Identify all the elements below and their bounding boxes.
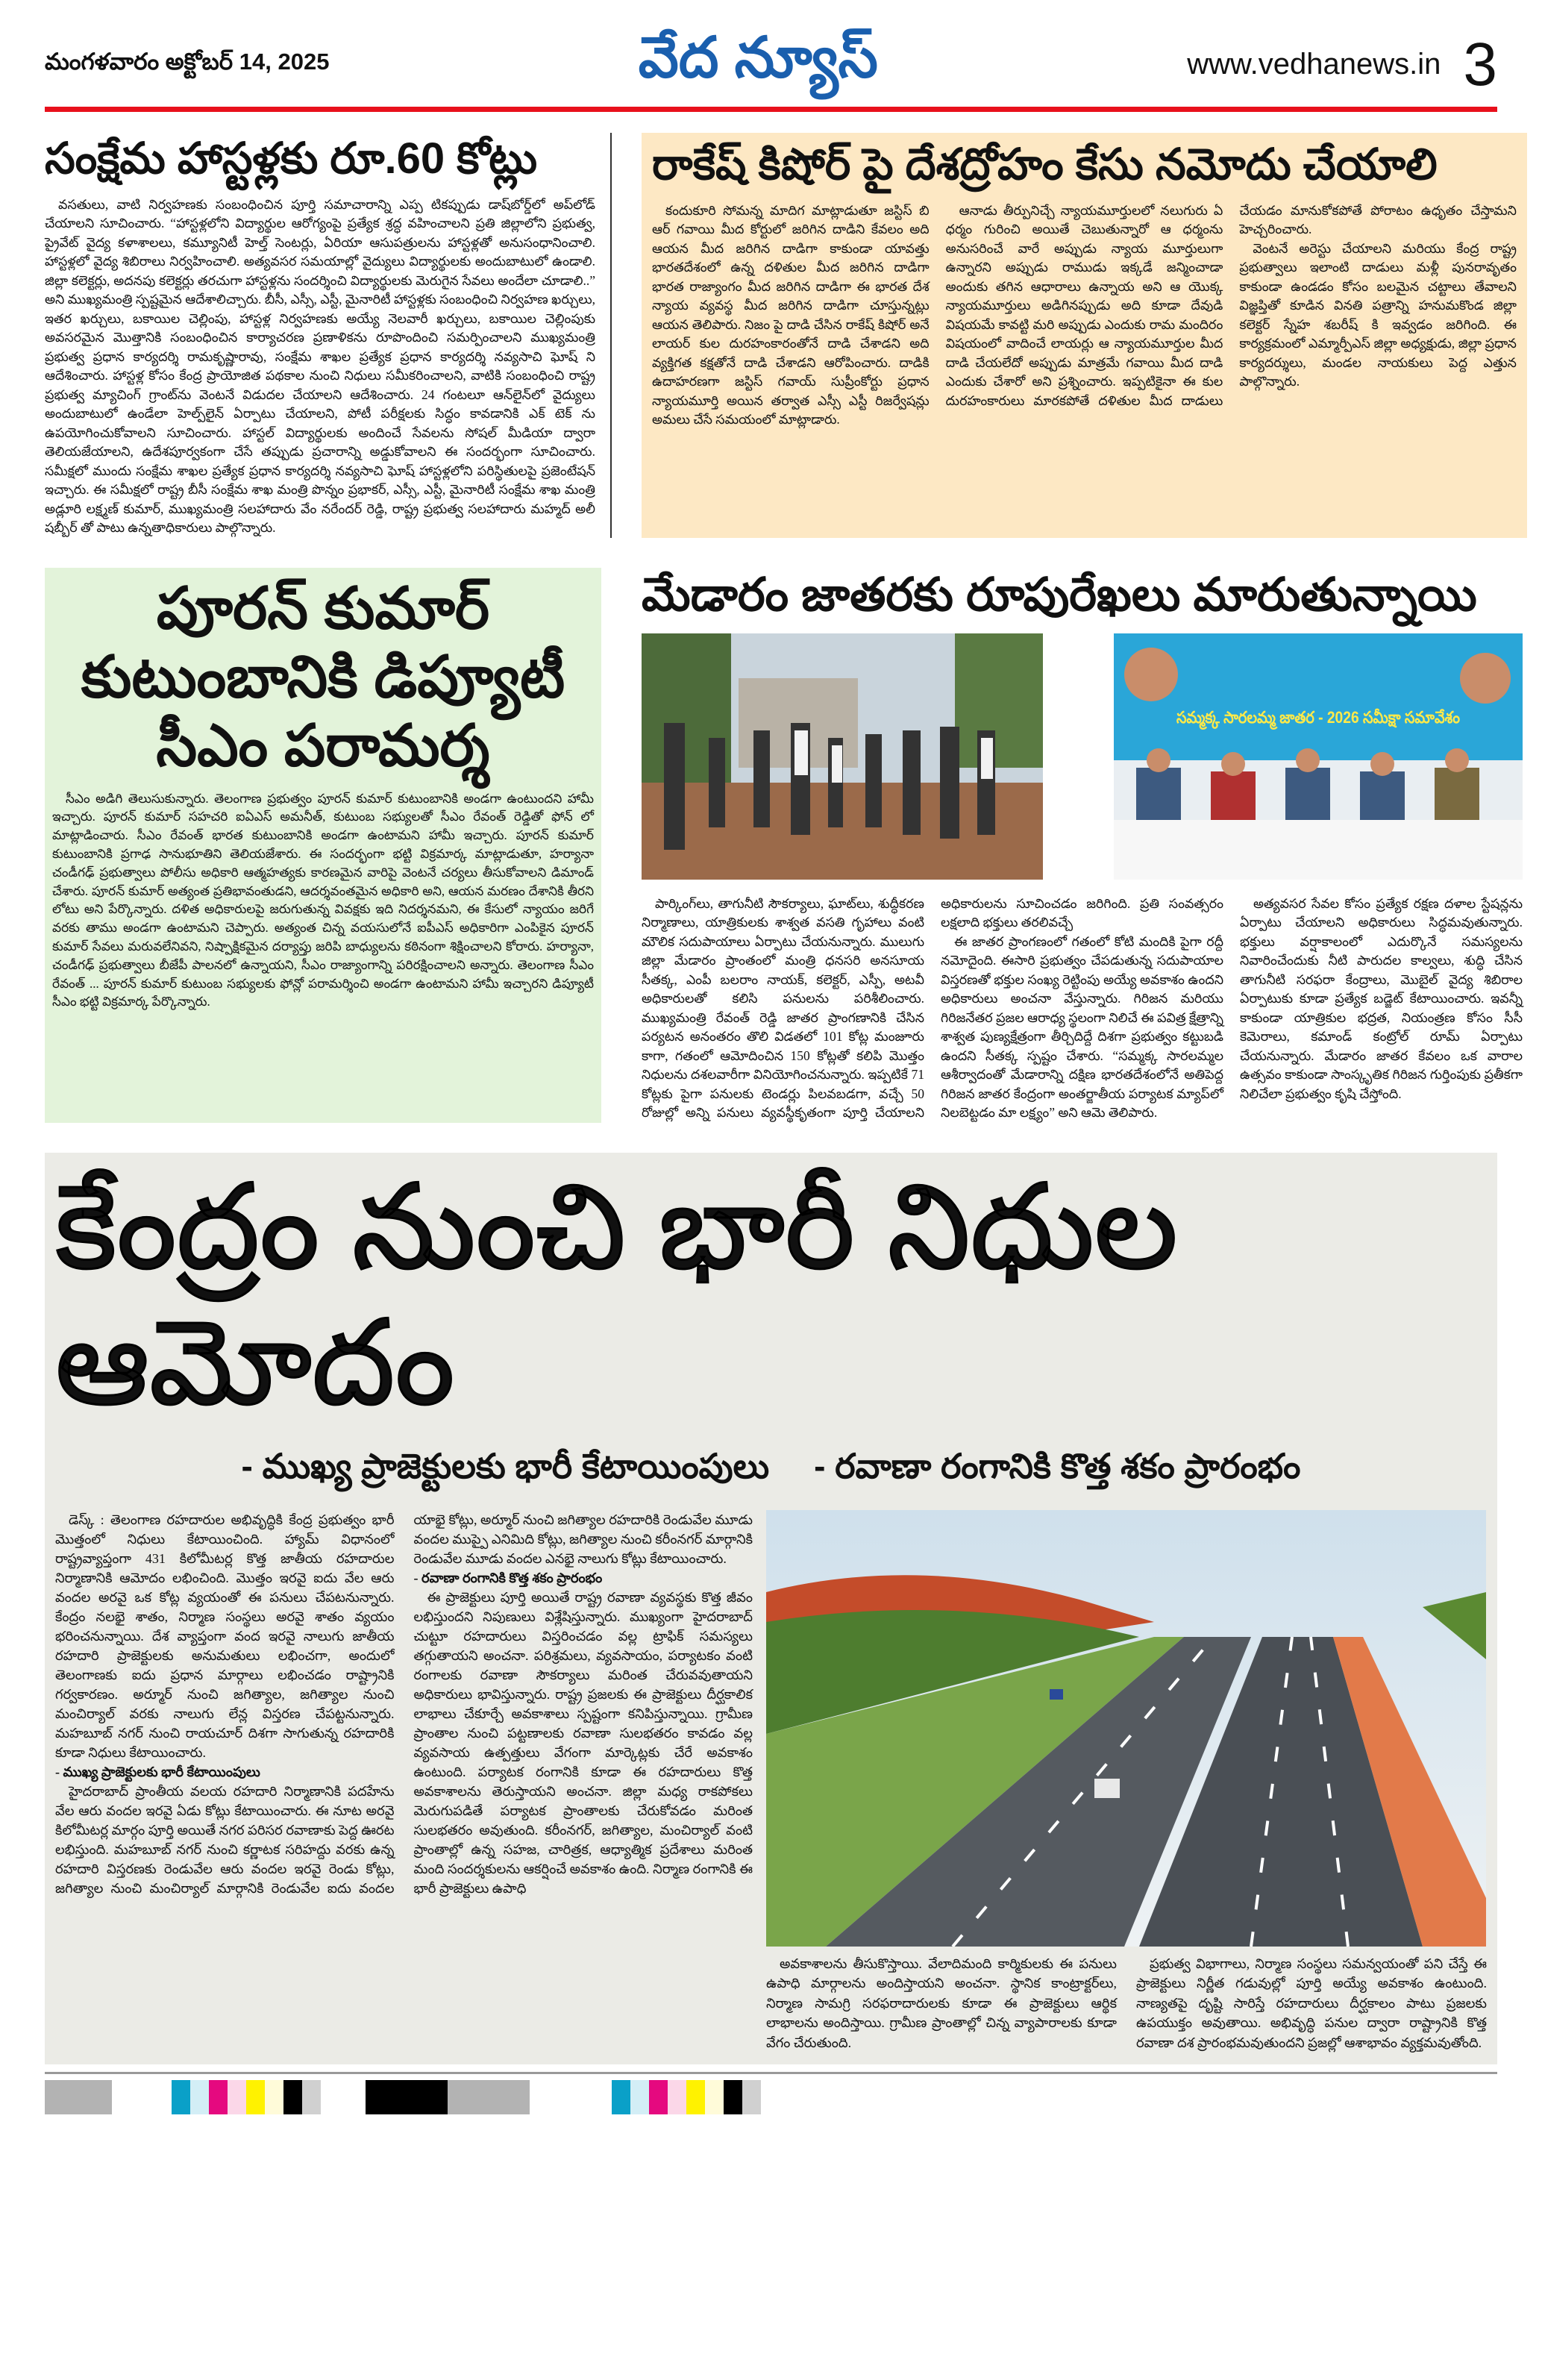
color-swatch [742,2080,761,2114]
paragraph: ఆనాడు తీర్పునిచ్చే న్యాయమూర్తులలో నలుగురు ఏ ధర్మం గురించి అయితే చెబుతున్నారో ఆ ధర్మంను అనుసరించే వారే అప్పుడు న్యాయ మూర్తులుగా ఉన్నారని అప్పుడు రాముడు ఇక్కడే జన్మించాడా అందుకు తగిన ఆధారాలు ఉన్నాయ అని ఆ యొక్క న్యాయమూర్తులు అడిగినప్పుడు అది కూడా దేవుడి విషయమే కావట్టి మరి అప్పుడు ఎందుకు రామ మందిరం విషయంలో వాదించే లాయర్లు ఆ న్యాయమూర్తుల మీద దాడి చేయలేదో అప్పుడు మాత్రమే గవాయి మీద దాడి ఎందుకు చేశారో అని ప్రశ్నించారు. ఇప్పటికైనా ఈ కుల దురహంకారులు మారకపోతే దళితుల మీద దాడులు చేయడం మానుకోకపోతే పోరాటం ఉధృతం చేస్తామని హెచ్చరించారు. [945,202,1517,408]
header-rule [45,107,1497,112]
color-swatch [209,2080,228,2114]
color-swatch [649,2080,668,2114]
color-swatch [668,2080,686,2114]
paragraph: వసతులు, వాటి నిర్వహణకు సంబంధించిన పూర్తి సమాచారాన్ని ఎప్ప టికప్పుడు డాష్‌బోర్డ్‌లో అప్‌లోడ్ చేయాలని సూచించారు. “హాస్టళ్లలోని విద్యార్థుల ఆరోగ్యంపై ప్రత్యేక శ్రద్ధ వహించాలని ప్రతి జిల్లాలోని ప్రభుత్వ, ప్రైవేట్ వైద్య కళాశాలలు, కమ్యూనిటీ హెల్త్ సెంటర్లు, ఏరియా ఆసుపత్రులను హాస్టళ్లతో అనుసంధానించాలి. హాస్టళ్లలో వైద్య శిబిరాలు నిర్వహించాలి. అత్యవసర సమయాల్లో వైద్యులు విద్యార్థులకు అందుబాటులో ఉండాలి. జిల్లా కలెక్టర్లు, అదనపు కలెక్టర్లు తరచుగా హాస్టళ్లను సందర్శించి విద్యార్థులకు మెరుగైన సేవలు అందేలా చూడాలి..” అని ముఖ్యమంత్రి స్పష్టమైన ఆదేశాలిచ్చారు. బీసీ, ఎస్సీ, ఎస్టీ, మైనారిటీ హాస్టళ్లకు సంబంధించి నిర్వహణ ఖర్చులు, ఇతర ఖర్చులు, బకాయిల చెల్లింపు, హాస్టళ్ల నిర్వహణకు అయ్యే నెలవారీ ఖర్చులు, బకాయిల చెల్లింపుకు అవసరమైన మొత్తానికి సంబంధించిన కార్యాచరణ ప్రణాళికను రూపొందించి సమర్పించాలని ముఖ్యమంత్రి ప్రభుత్వ ప్రధాన కార్యదర్శి రామకృష్ణారావు, సంక్షేమ శాఖల ప్రత్యేక ప్రధాన కార్యదర్శి నవ్యసాచి ఘోష్ ని ఆదేశించారు. హాస్టళ్ల కోసం కేంద్ర ప్రాయోజిత పథకాల నుంచి నిధులు సమీకరించాలని, వాటికి సంబంధించి రాష్ట్ర ప్రభుత్వ మ్యాచింగ్ గ్రాంట్‌ను వెంటనే విడుదల చేయాలని ఆదేశించారు. 24 గంటలూ ఆన్‌లైన్‌లో వైద్యులు అందుబాటులో ఉండేలా హెల్ప్‌లైన్ ఏర్పాటు చేయాలని, పోటీ పరీక్షలకు సిద్ధం కావడానికి ఎక్ టెక్ ను ఉపయోగించుకోవాలని సూచించారు. హాస్టల్ విద్యార్థులకు అందించే సేవలను సోషల్ మీడియా ద్వారా తెలియజేయాలని, ఉదేశపూర్వకంగా చేసే తప్పుడు ప్రచారాన్ని అడ్డుకోవాలని ఈ సందర్భంగా సూచించారు. సమీక్షలో ముందు సంక్షేమ శాఖల ప్రత్యేక ప్రధాన కార్యదర్శి నవ్యసాచి ఘోష్ హాస్టళ్లలోని పరిస్థితులపై ప్రజెంటేషన్ ఇచ్చారు. ఈ సమీక్షలో రాష్ట్ర బీసీ సంక్షేమ శాఖ మంత్రి పొన్నం ప్రభాకర్, ఎస్సీ, ఎస్టీ, మైనారిటీ సంక్షేమ శాఖ మంత్రి అడ్లూరి లక్ష్మణ్ కుమార్, ముఖ్యమంత్రి సలహాదారు వేం నరేందర్ రెడ్డి, రాష్ట్ర ప్రభుత్వ సలహాదారు మహ్మద్ అలీ షబ్బీర్ తో పాటు ఉన్నతాధికారులు పాల్గొన్నారు. [45,196,595,536]
paragraph: ఈ ప్రాజెక్టులు పూర్తి అయితే రాష్ట్ర రవాణా వ్యవస్థకు కొత్త జీవం లభిస్తుందని నిపుణులు విశ్లేషిస్తున్నారు. ముఖ్యంగా హైదరాబాద్ చుట్టూ రహదారులు విస్తరించడం వల్ల ట్రాఫిక్ సమస్యలు తగ్గుతాయని అంచనా. పరిశ్రమలు, వ్యవసాయం, పర్యాటకం వంటి రంగాలకు రవాణా సౌకర్యాలు మరింత చేరువవుతాయని అధికారులు భావిస్తున్నారు. రాష్ట్ర ప్రజలకు ఈ ప్రాజెక్టులు దీర్ఘకాలిక లాభాలు చేకూర్చే అవకాశాలు స్పష్టంగా కనిపిస్తున్నాయి. గ్రామీణ ప్రాంతాల నుంచి పట్టణాలకు రవాణా సులభతరం కావడం వల్ల వ్యవసాయ ఉత్పత్తులు వేగంగా మార్కెట్లకు చేరే అవకాశం ఉంటుంది. పర్యాటక రంగానికి కూడా ఈ రహదారులు కొత్త అవకాశాలను తెరుస్తాయని అంచనా. జిల్లా మధ్య రాకపోకలు మెరుగుపడితే పర్యాటక ప్రాంతాలకు చేరుకోవడం మరింత సులభతరం అవుతుంది. కరీంనగర్, జగిత్యాల, మంచిర్యాల్ వంటి ప్రాంతాల్లో ఉన్న సహజ, చారిత్రక, ఆధ్యాత్మిక ప్రదేశాలు మరింత మంది సందర్శకులను ఆకర్షించే అవకాశం ఉంది. నిర్మాణ రంగానికి ఈ భారీ ప్రాజెక్టులు ఉపాధి [413,1589,753,1896]
paragraph: ఈ జాతర ప్రాంగణంలో గతంలో కోటి మందికి పైగా రద్దీ నమోదైంది. ఈసారి ప్రభుత్వం చేపడుతున్న సదుపాయాల విస్తరణతో భక్తుల సంఖ్య రెట్టింపు అయ్యే అవకాశం ఉందని అధికారులు అంచనా వేస్తున్నారు. గిరిజన మరియు గిరిజనేతర ప్రజల ఆరాధ్య స్థలంగా నిలిచే ఈ పవిత్ర క్షేత్రాన్ని శాశ్వత పుణ్యక్షేత్రంగా తీర్చిదిద్దే దిశగా ప్రభుత్వం కట్టుబడి ఉందని సీతక్క స్పష్టం చేశారు. “సమ్మక్క సారలమ్మల ఆశీర్వాదంతో మేడారాన్ని దక్షిణ భారతదేశంలోనే అతిపెద్ద గిరిజన జాతర కేంద్రంగా అంతర్జాతీయ పర్యాటక మ్యాప్‌లో నిలబెట్టడం మా లక్ష్యం” అని ఆమె తెలిపారు. [941,933,1223,1121]
paragraph: అత్యవసర సేవల కోసం ప్రత్యేక రక్షణ దళాల స్టేషన్లను ఏర్పాటు చేయాలని అధికారులు సిద్ధమవుతున్నారు. భక్తులు వర్షాకాలంలో ఎదుర్కొనే సమస్యలను నివారించేందుకు నీటి పారుదల కాల్వలు, శుద్ధి చేసిన తాగునీటి సరఫరా కేంద్రాలు, మొబైల్ వైద్య శిబిరాల ఏర్పాటుకు కూడా ప్రత్యేక బడ్జెట్ కేటాయించారు. ఇవన్నీ కాకుండా యాత్రికుల భద్రత, నియంత్రణ కోసం సీసీ కెమెరాలు, కమాండ్ కంట్రోల్ రూమ్ ఏర్పాటు చేయనున్నారు. మేడారం జాతర కేవలం ఒక వారాల ఉత్సవం కాకుండా సాంస్కృతిక గిరిజన గుర్తింపుకు ప్రతీకగా నిలిచేలా ప్రభుత్వం కృషి చేస్తోంది. [1240,895,1523,1101]
middle-row [45,568,1523,1123]
central-funds-feature-box [45,1153,1497,2064]
medaram-article [642,568,1523,1123]
color-swatch [112,2080,172,2114]
color-swatch [321,2080,366,2114]
masthead [45,0,1497,107]
section-subhead: - ముఖ్య ప్రాజెక్టులకు భారీ కేటాయింపులు [55,1764,260,1779]
color-swatch [705,2080,724,2114]
puran-body [52,790,594,1012]
paragraph: అవకాశాలను తీసుకొస్తాయి. వేలాదిమంది కార్మికులకు ఈ పనులు ఉపాధి మార్గాలను అందిస్తాయని అంచనా. స్థానిక కాంట్రాక్టర్‌లు, నిర్మాణ సామగ్రి సరఫరాదారులకు కూడా ఈ ప్రాజెక్టులు ఆర్థిక లాభాలను అందిస్తాయి. గ్రామీణ ప్రాంతాల్లో చిన్న వ్యాపారాలకు కూడా వేగం చేరుతుంది. [766,1955,1117,2050]
paragraph: కందుకూరి సోమన్న మాదిగ మాట్లాడుతూ జస్టిస్ బి ఆర్ గవాయి మీద కోర్టులో జరిగిన దాడిని కేవలం అది ఆయన మీద జరిగిన దాడిగా కాకుండా యావత్తు భారతదేశంలో ఉన్న దళితుల మీద జరిగిన దాడిగా భారత రాజ్యాంగం మీద జరిగిన దాడిగా ఈ భారత దేశ న్యాయ వ్యవస్థ మీద జరిగిన దాడిగా చూస్తున్నట్లు ఆయన తెలిపారు. నిజం పై దాడి చేసిన రాకేష్ కిషోర్ అనే లాయర్ కుల దురహంకారంతోనే దాడి చేశాడని అది వ్యక్తిగత కక్షతోనే దాడి చేశాడని ఆరోపించారు. దాడికి ఉదాహరణగా జస్టిస్ గవాయ్ సుప్రీంకోర్టు ప్రధాన న్యాయమూర్తి అయిన తర్వాత ఎస్సీ ఎస్టీ రిజర్వేషన్లు అమలు చేసే సమయంలో మాట్లాడారు. [652,202,930,428]
hostels-article [45,133,612,538]
color-swatch [265,2080,283,2114]
masthead-right [1187,30,1497,100]
color-swatch [448,2080,530,2114]
subheadline-1: - ముఖ్య ప్రాజెక్టులకు భారీ కేటాయింపులు [241,1447,770,1486]
medaram-body [642,895,1523,1123]
medaram-site-photo [642,633,1043,880]
section-subhead: - రవాణా రంగానికి కొత్త శకం ప్రారంభం [413,1570,603,1585]
central-funds-body-continued [766,1954,1487,2053]
hostels-body [45,195,595,538]
paragraph: సీఎం అడిగి తెలుసుకున్నారు. తెలంగాణ ప్రభుత్వం పూరన్ కుమార్ కుటుంబానికి అండగా ఉంటుందని హామీ ఇచ్చారు. పూరన్ కుమార్ సహచరి ఐఏఎస్ అమనీత్, కుటుంబ సభ్యులతో సీఎం రేవంత్ రెడ్డితో ఫోన్ లో మాట్లాడించారు. సీఎం రేవంత్ భారత కుటుంబానికి అండగా ఉంటామని హామీ ఇచ్చారు. పూరన్ కుమార్ కుటుంబానికి ప్రగాఢ సానుభూతిని తెలియజేశారు. ఈ సందర్భంగా భట్టి విక్రమార్క మాట్లాడుతూ, హర్యానా చండీగఢ్ ప్రభుత్వాలు పోలీసు అధికారి ఆత్మహత్యకు కారణమైన వారిపై వెంటనే చర్యలు తీసుకోవాలని డిమాండ్ చేశారు. పూరన్ కుమార్ అత్యంత ప్రతిభావంతుడని, ఆదర్శవంతమైన అధికారి అని, ఆయన మరణం దేశానికి తీరని లోటు అని పేర్కొన్నారు. దళిత అధికారులపై జరుగుతున్న వివక్షకు ఇది నిదర్శనమని, ఈ కేసులో న్యాయం జరిగే వరకు తాము అండగా ఉంటామని చెప్పారు. అత్యంత చిన్న వయసులోనే ఐపీఎస్ అధికారిగా ఎంపికైన పూరన్ కుమార్ సేవలు మరువలేనివని, నిష్పాక్షికమైన దర్యాప్తు జరిపి బాధ్యులను కఠినంగా శిక్షించాలని కోరారు. హర్యానా, చండీగఢ్ ప్రభుత్వాలు బీజేపీ పాలనలో ఉన్నాయని, సీఎం రాజ్యాంగాన్ని పరిరక్షించాలని అన్నారు. తెలంగాణ సీఎం రేవంత్ ... పూరన్ కుమార్ కుటుంబ సభ్యులకు ఫోన్లో పరామర్శించి అండగా ఉంటామని హామీ ఇచ్చారని డిప్యూటీ సీఎం భట్టి విక్రమార్క పేర్కొన్నారు. [52,791,594,1009]
paragraph: వెంటనే అరెస్టు చేయాలని మరియు కేంద్ర రాష్ట్ర ప్రభుత్వాలు ఇలాంటి దాడులు మళ్లీ పునరావృతం కాకుండా ఉండడం కోసం బలమైన చట్టాలు తేవాలని విజ్ఞప్తితో కూడిన వినతి పత్రాన్ని హనుమకొండ జిల్లా కలెక్టర్ స్నేహ శబరీష్ కి ఇవ్వడం జరిగింది. ఈ కార్యక్రమంలో ఎమ్మార్పీఎస్ జిల్లా అధ్యక్షుడు, జిల్లా ప్రధాన కార్యదర్శులు, మండల నాయకులు పెద్ద ఎత్తున పాల్గొన్నారు. [1239,240,1517,389]
color-swatch [302,2080,321,2114]
highway-photo [766,1510,1486,1947]
sedition-body [652,201,1517,430]
sedition-article-box [642,133,1527,538]
feature-right-column [766,1510,1487,2053]
top-row [45,133,1517,538]
subheadlines [55,1446,1487,1487]
color-swatch [228,2080,246,2114]
print-color-bar [45,2080,1497,2117]
photo-banner-text: సమ్మక్క సారలమ్మ జాతర - 2026 సమీక్షా సమావేశం [1176,707,1501,727]
color-swatch [530,2080,612,2114]
paragraph: డెస్క్ : తెలంగాణ రహదారుల అభివృద్ధికి కేంద్ర ప్రభుత్వం భారీ మొత్తంలో నిధులు కేటాయించింది. హ్యామ్ విధానంలో రాష్ట్రవ్యాప్తంగా 431 కిలోమీటర్ల కొత్త జాతీయ రహదారుల నిర్మాణానికి ఆమోదం లభించింది. మొత్తం ఇరవై ఐదు వేల ఆరు వందల అరవై ఒక కోట్ల వ్యయంతో ఈ పనులు చేపటనున్నారు. కేంద్రం నలభై శాతం, నిర్మాణ సంస్థలు అరవై శాతం వ్యయం భరించనున్నాయి. దేశ వ్యాప్తంగా వంద ఇరవై నాలుగు జాతీయ రహదారి ప్రాజెక్టులకు అనుమతులు లభించగా, అందులో తెలంగాణకు ఐదు ప్రధాన మార్గాలు లభించడం రాష్ట్రానికి గర్వకారణం. అర్మూర్ నుంచి జగిత్యాల, జగిత్యాల నుంచి మంచిర్యాల్ వరకు నాలుగు లేన్ల విస్తరణ చేపట్టనున్నారు. మహబూబ్ నగర్ నుంచి రాయచూర్ దిశగా సాగుతున్న రహదారికి కూడా నిధులు కేటాయించారు. [55,1512,395,1760]
feature-content [55,1510,1487,2053]
color-swatch [246,2080,265,2114]
paragraph: పార్కింగ్‌లు, తాగునీటి సౌకర్యాలు, ఘాట్‌లు, శుద్ధీకరణ నిర్మాణాలు, యాత్రికులకు శాశ్వత వసతి గృహాలు వంటి మౌలిక సదుపాయాలు ఏర్పాటు చేయనున్నారు. ములుగు జిల్లా మేడారం ప్రాంతంలో మంత్రి ధనసరి అనసూయ సీతక్క, ఎంపీ బలరాం నాయక్, కలెక్టర్, ఎస్పీ, అటవీ అధికారులతో కలిసి పనులను పరిశీలించారు. ముఖ్యమంత్రి రేవంత్ రెడ్డి జాతర ప్రాంగణానికి చేసిన పర్యటన అనంతరం తొలి విడతలో 101 కోట్ల మంజూరు కాగా, గతంలో ఆమోదించిన 150 కోట్లతో కలిపి మొత్తం నిధులను దశలవారీగా వినియోగించనున్నారు. ఇప్పటికే 71 కోట్లకు పైగా పనులకు టెండర్లు పిలవబడగా, వచ్చే 50 రోజుల్లో అన్ని పనులు వ్యవస్థీకృతంగా పూర్తి చేయాలని అధికారులను సూచించడం జరిగింది. ప్రతి సంవత్సరం లక్షలాది భక్తులు తరలివచ్చే [642,895,1223,1121]
color-swatch [190,2080,209,2114]
color-swatch [45,2080,112,2114]
color-swatch [366,2080,448,2114]
sedition-headline: రాకేష్ కిషోర్ పై దేశద్రోహం కేసు నమోదు చేయాలి [652,140,1438,189]
color-swatch [283,2080,302,2114]
color-swatch [686,2080,705,2114]
bottom-rule [45,2072,1497,2074]
medaram-photos [642,633,1523,880]
paragraph: హైదరాబాద్ ప్రాంతీయ వలయ రహదారి నిర్మాణానికి పదహేను వేల ఆరు వందల ఇరవై ఏడు కోట్లు కేటాయించారు. ఈ నూట అరవై కిలోమీటర్ల మార్గం పూర్తి అయితే నగర పరిసర రవాణాకు పెద్ద ఊరట లభిస్తుంది. మహబూబ్ నగర్ నుంచి కర్ణాటక సరిహద్దు వరకు ఉన్న రహదారి విస్తరణకు రెండువేల ఆరు వందల ఇరవై రెండు కోట్లు, జగిత్యాల నుంచి మంచిర్యాల్ మార్గానికి రెండువేల ఐదు వందల యాభై కోట్లు, అర్మూర్ నుంచి జగిత్యాల రహదారికి రెండువేల మూడు వందల ముప్పై ఎనిమిది కోట్లు, జగిత్యాల నుంచి కరీంనగర్ మార్గానికి రెండువేల మూడు వందల ఎనభై నాలుగు కోట్లు కేటాయించారు. [55,1512,753,1896]
central-funds-headline: కేంద్రం నుంచి భారీ నిధుల ఆమోదం [55,1161,1178,1429]
puran-article-box [45,568,601,1123]
medaram-meeting-photo [1114,633,1523,880]
color-swatch [630,2080,649,2114]
page-number: 3 [1463,30,1497,98]
puran-headline: పూరన్ కుమార్ కుటుంబానికి డిప్యూటీ సీఎం పరామర్శ [81,574,565,778]
medaram-headline: మేడారం జాతరకు రూపురేఖలు మారుతున్నాయి [642,569,1477,621]
color-swatch [724,2080,742,2114]
masthead-logo: వేద న్యూస్ [638,25,878,90]
color-swatch [172,2080,190,2114]
subheadline-2: - రవాణా రంగానికి కొత్త శకం ప్రారంభం [814,1447,1301,1486]
website-url[interactable]: www.vedhanews.in [1187,48,1441,81]
central-funds-body [55,1510,753,2053]
paragraph: ప్రభుత్వ విభాగాలు, నిర్మాణ సంస్థలు సమన్వయంతో పని చేస్తే ఈ ప్రాజెక్టులు నిర్ణీత గడువుల్లో పూర్తి అయ్యే అవకాశం ఉంటుంది. నాణ్యతపై దృష్టి సారిస్తే రహదారులు దీర్ఘకాలం పాటు ప్రజలకు ఉపయుక్తం అవుతాయి. అభివృద్ధి పనుల ద్వారా రాష్ట్రానికి కొత్త రవాణా దశ ప్రారంభమవుతుందని ప్రజల్లో ఆశాభావం వ్యక్తమవుతోంది. [1136,1955,1487,2050]
issue-date: మంగళవారం అక్టోబర్ 14, 2025 [45,48,330,75]
color-swatch [612,2080,630,2114]
hostels-headline: సంక్షేమ హాస్టళ్లకు రూ.60 కోట్లు [45,134,538,183]
